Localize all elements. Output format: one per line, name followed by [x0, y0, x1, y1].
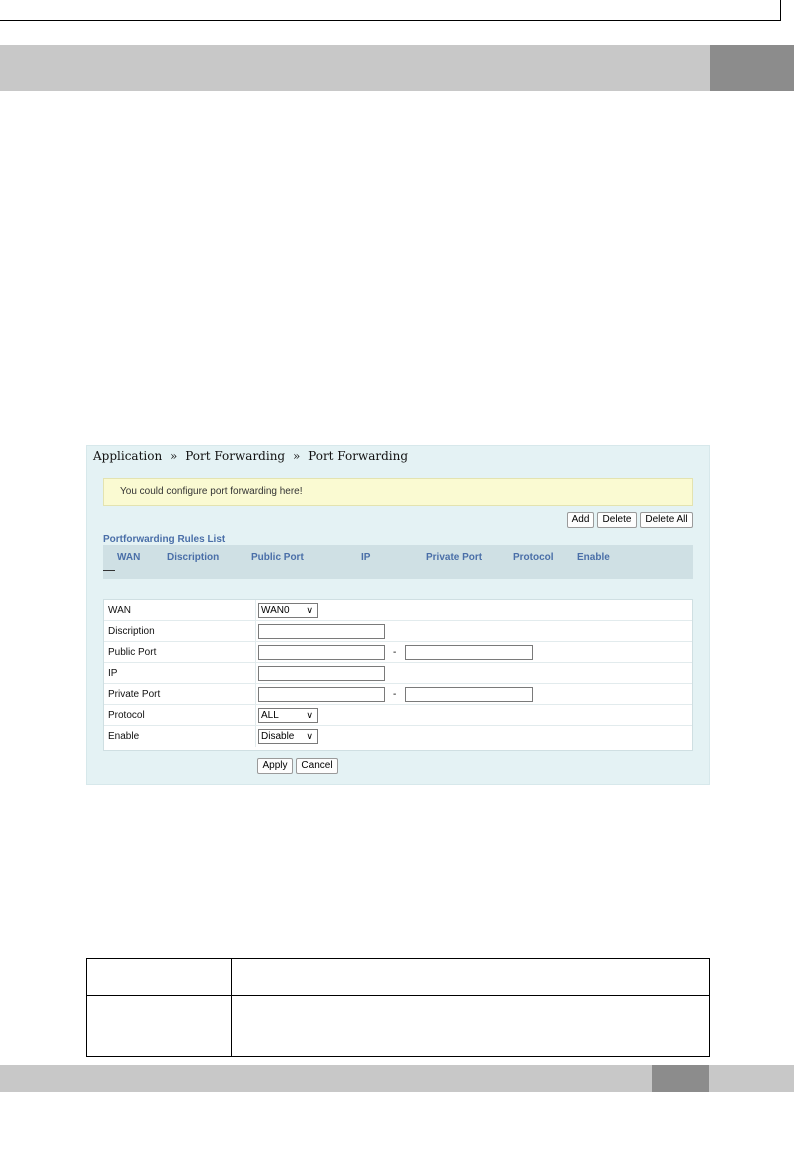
column-header-public-port: Public Port [251, 552, 304, 563]
page-footer-tab [652, 1065, 709, 1092]
description-label: Discription [108, 626, 155, 637]
column-header-protocol: Protocol [513, 552, 554, 563]
table-column-divider [231, 959, 232, 1056]
page-top-rule [0, 0, 794, 3]
form-row-public-port [104, 642, 692, 663]
enable-select-value: Disable [261, 731, 295, 742]
wan-select[interactable] [258, 603, 318, 618]
info-notice [103, 478, 693, 506]
column-header-ip: IP [361, 552, 371, 563]
apply-button[interactable]: Apply [257, 758, 293, 774]
row-divider [255, 663, 256, 684]
form-row-description [104, 621, 692, 642]
ip-input[interactable] [258, 666, 385, 681]
private-port-start-input[interactable] [258, 687, 385, 702]
delete-button[interactable]: Delete [597, 512, 637, 528]
row-divider [255, 705, 256, 726]
chevron-down-icon: ∨ [306, 605, 313, 615]
row-divider [255, 642, 256, 663]
row-divider [255, 684, 256, 705]
column-header-private-port: Private Port [426, 552, 483, 563]
public-port-range-separator: - [393, 647, 397, 658]
router-config-screenshot [86, 445, 710, 785]
table-row-divider [87, 995, 709, 996]
breadcrumb-current: Port Forwarding [308, 449, 409, 463]
enable-select[interactable] [258, 729, 318, 744]
column-header-wan: WAN [117, 552, 141, 563]
form-row-protocol [104, 705, 692, 726]
column-header-enable: Enable [577, 552, 610, 563]
delete-all-button[interactable]: Delete All [640, 512, 693, 528]
rules-list-title: Portforwarding Rules List [103, 534, 226, 545]
form-row-enable [104, 726, 692, 747]
enable-label: Enable [108, 731, 140, 742]
breadcrumb-separator: » [292, 449, 301, 463]
ip-label: IP [108, 668, 118, 679]
public-port-start-input[interactable] [258, 645, 385, 660]
top-rule-line [0, 20, 780, 21]
protocol-select[interactable] [258, 708, 318, 723]
breadcrumb [93, 449, 408, 463]
wan-label: WAN [108, 605, 131, 616]
port-forwarding-form [103, 599, 693, 751]
cancel-button[interactable]: Cancel [296, 758, 338, 774]
protocol-select-value: ALL [261, 710, 279, 721]
public-port-end-input[interactable] [405, 645, 533, 660]
breadcrumb-separator: » [170, 449, 178, 463]
breadcrumb-port-forwarding[interactable]: Port Forwarding [185, 449, 286, 463]
chevron-down-icon: ∨ [306, 731, 313, 741]
row-divider [255, 726, 256, 747]
description-input[interactable] [258, 624, 385, 639]
private-port-label: Private Port [108, 689, 161, 700]
form-row-ip [104, 663, 692, 684]
row-divider [255, 621, 256, 642]
row-divider [255, 600, 256, 621]
empty-list-marker [103, 570, 115, 571]
protocol-label: Protocol [108, 710, 145, 721]
page-header-tab [710, 45, 794, 91]
private-port-end-input[interactable] [405, 687, 533, 702]
form-row-wan [104, 600, 692, 621]
page-header-band [0, 45, 710, 91]
form-row-private-port [104, 684, 692, 705]
public-port-label: Public Port [108, 647, 157, 658]
chevron-down-icon: ∨ [306, 710, 313, 720]
top-rule-corner [780, 0, 781, 21]
column-header-description: Discription [167, 552, 220, 563]
document-table [86, 958, 710, 1057]
breadcrumb-application[interactable]: Application [93, 449, 163, 463]
notice-text: You could configure port forwarding here! [120, 486, 303, 497]
wan-select-value: WAN0 [261, 605, 290, 616]
private-port-range-separator: - [393, 689, 397, 700]
add-button[interactable]: Add [567, 512, 594, 528]
